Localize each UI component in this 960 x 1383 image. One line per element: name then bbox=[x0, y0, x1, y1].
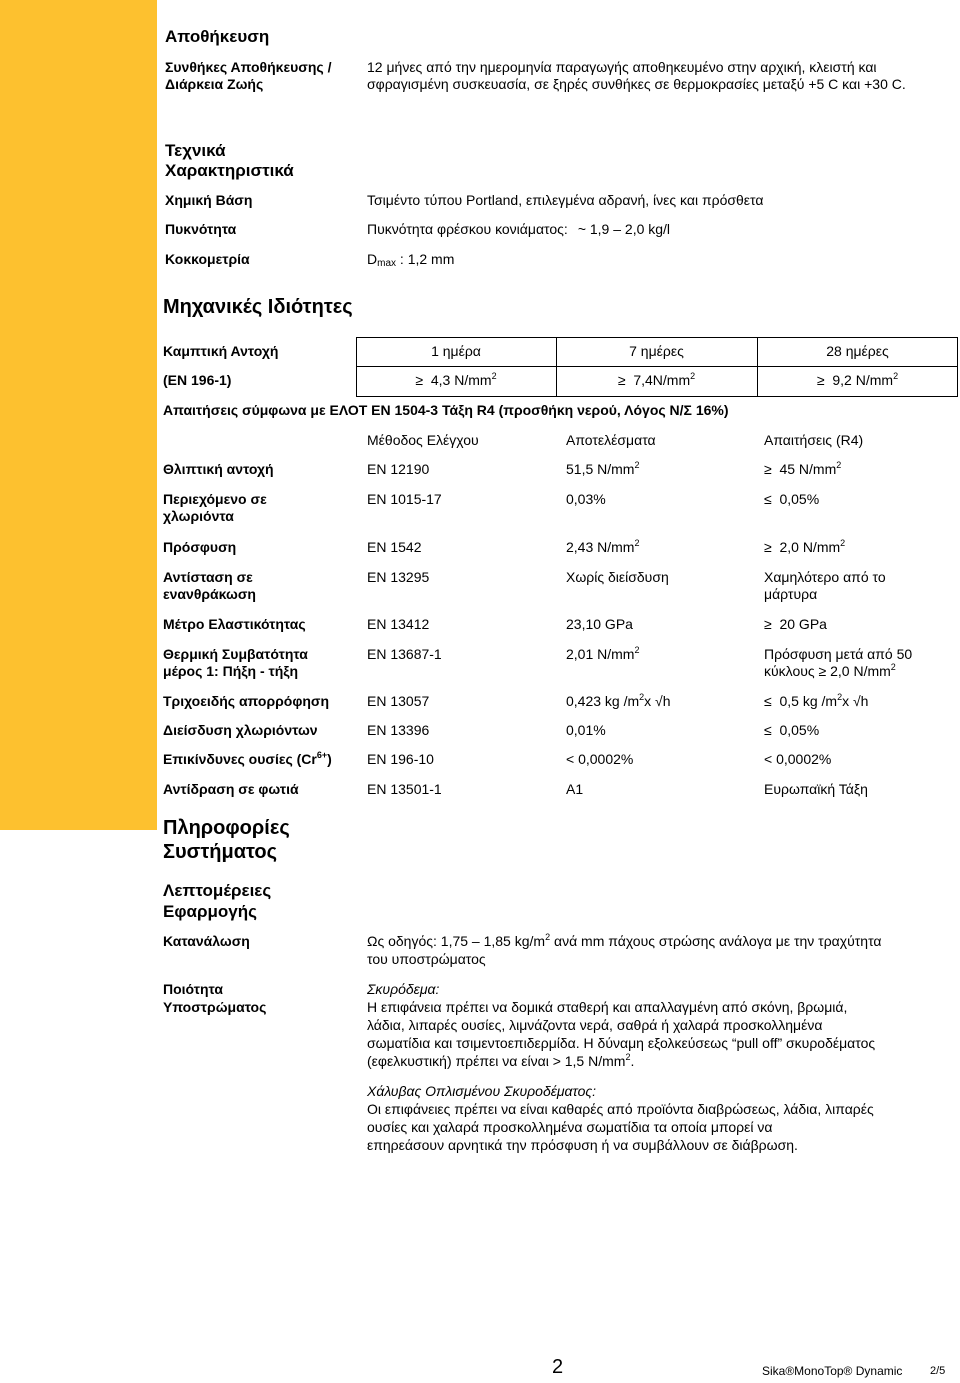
row-chloride-diffusion-method: EN 13396 bbox=[367, 722, 430, 738]
flex-day-28: 28 ημέρες bbox=[826, 343, 889, 359]
row-carbonation-result: Χωρίς διείσδυση bbox=[566, 569, 669, 585]
row-capillary-method: EN 13057 bbox=[367, 693, 430, 709]
row-fire-result: A1 bbox=[566, 781, 584, 797]
row-fire-method: EN 13501-1 bbox=[367, 781, 442, 797]
substrate-label-line2: Υποστρώματος bbox=[163, 999, 267, 1015]
flex-strength-label: Καμπτική Αντοχή bbox=[163, 343, 279, 359]
storage-heading: Αποθήκευση bbox=[165, 27, 270, 46]
row-adhesion-result: 2,43 $N/mm^2$ bbox=[566, 538, 640, 555]
row-chlorides-req: ≤ 0,05% bbox=[764, 491, 820, 507]
row-carbonation-label: Αντίσταση σε ενανθράκωση bbox=[163, 569, 256, 602]
concrete-line2: λάδια, λιπαρές ουσίες, λιμνάζοντα νερά, σαθρά ή χαλαρά προσκολλημένα bbox=[367, 1017, 823, 1033]
row-capillary-label: Τριχοειδής απορρόφηση bbox=[163, 693, 330, 709]
col-method-header: Μέθοδος Ελέγχου bbox=[367, 432, 479, 448]
steel-heading: Χάλυβας Οπλισμένου Σκυροδέματος: bbox=[367, 1083, 597, 1099]
row-modulus-label: Μέτρο Ελαστικότητας bbox=[163, 616, 306, 632]
technical-heading-line1: Τεχνικά bbox=[165, 141, 226, 160]
details-heading-line1: Λεπτομέρειες bbox=[163, 881, 272, 900]
steel-line3: επηρεάσουν αρνητικά την πρόσφυση ή να συμβάλλουν σε διάβρωση. bbox=[367, 1137, 798, 1153]
technical-heading-line2: Χαρακτηριστικά bbox=[165, 161, 294, 180]
row-compressive-req: ≥ 45 $N/mm^2$ bbox=[764, 460, 842, 477]
system-heading-line2: Συστήματος bbox=[163, 841, 277, 863]
row-capillary-req: ≤ 0,5 kg $/m^2x$ √h bbox=[764, 692, 869, 709]
row-chlorides-result: 0,03% bbox=[566, 491, 606, 507]
footer-product-name: Sika®MonoTop® Dynamic bbox=[762, 1364, 903, 1378]
flex-value-7: ≥ $7,4N/mm^2$ bbox=[617, 371, 696, 388]
row-fire-label: Αντίδραση σε φωτιά bbox=[163, 781, 299, 797]
row-modulus-req: ≥ 20 GPa bbox=[764, 616, 827, 632]
row-carbonation-method: EN 13295 bbox=[367, 569, 430, 585]
row-hazardous-method: EN 196-10 bbox=[367, 751, 434, 767]
row-hazardous-req: < 0,0002% bbox=[764, 751, 832, 767]
grading-label: Κοκκομετρία bbox=[165, 251, 250, 267]
requirements-heading: Απαιτήσεις σύμφωνα με ΕΛΟΤ EN 1504-3 Τάξη R4 (προσθήκη νερού, Λόγος Ν/Σ 16%) bbox=[163, 402, 729, 418]
row-compressive-label: Θλιπτική αντοχή bbox=[163, 461, 274, 477]
consumption-text-line1: Ως οδηγός: 1,75 – 1,85 $kg/m^2$ ανά mm πάχους στρώσης ανάλογα με την τραχύτητα bbox=[367, 932, 882, 949]
density-value: Πυκνότητα φρέσκου κονιάματος: ~ 1,9 – 2,0 kg/l bbox=[367, 221, 671, 237]
row-adhesion-method: EN 1542 bbox=[367, 539, 422, 555]
flex-strength-standard: (EN 196-1) bbox=[163, 372, 232, 388]
concrete-line4: (εφελκυστική) πρέπει να είναι > 1,5 $N/mm^2$. bbox=[367, 1052, 635, 1069]
flex-value-28: ≥ 9,2 $N/mm^2$ bbox=[816, 371, 899, 388]
system-heading-line1: Πληροφορίες bbox=[163, 817, 290, 839]
storage-conditions-text: 12 μήνες από την ημερομηνία παραγωγής αποθηκευμένο στην αρχική, κλειστή και σφραγισμένη συσκευασία, σε ξηρές συνθήκες σε θερμοκρασίες μεταξύ +5 C και +30 C. bbox=[367, 59, 906, 92]
row-fire-req: Ευρωπαϊκή Τάξη bbox=[764, 781, 868, 797]
row-capillary-result: 0,423 kg $/m^2x$ √h bbox=[566, 692, 671, 709]
consumption-label: Κατανάλωση bbox=[163, 933, 250, 949]
col-requirements-header: Απαιτήσεις (R4) bbox=[764, 432, 864, 448]
row-compressive-result: 51,5 $N/mm^2$ bbox=[566, 460, 640, 477]
row-modulus-method: EN 13412 bbox=[367, 616, 430, 632]
steel-line2: ουσίες και χαλαρά προσκολλημένα σωματίδια τα οποία μπορεί να bbox=[367, 1119, 773, 1135]
row-thermal-result: 2,01 $N/mm^2$ bbox=[566, 645, 640, 662]
storage-conditions-label: Συνθήκες Αποθήκευσης / Διάρκεια Ζωής bbox=[165, 59, 332, 92]
chem-base-label: Χημική Βάση bbox=[165, 192, 253, 208]
footer-page-number: 2 bbox=[552, 1356, 564, 1378]
flex-day-1: 1 ημέρα bbox=[431, 343, 481, 359]
row-chlorides-label: Περιεχόμενο σε χλωριόντα bbox=[163, 491, 267, 524]
flex-day-7: 7 ημέρες bbox=[629, 343, 684, 359]
chem-base-value: Τσιμέντο τύπου Portland, επιλεγμένα αδρανή, ίνες και πρόσθετα bbox=[367, 192, 764, 208]
consumption-text-line2: του υποστρώματος bbox=[367, 951, 486, 967]
row-thermal-req-line2: κύκλους ≥ 2,0 $N/mm^2$ bbox=[764, 662, 896, 679]
sidebar-color-band bbox=[0, 0, 157, 830]
footer-page-of: 2/5 bbox=[930, 1365, 946, 1377]
row-modulus-result: 23,10 GPa bbox=[566, 616, 633, 632]
row-chlorides-method: EN 1015-17 bbox=[367, 491, 442, 507]
row-hazardous-result: < 0,0002% bbox=[566, 751, 634, 767]
row-chloride-diffusion-result: 0,01% bbox=[566, 722, 606, 738]
concrete-line1: Η επιφάνεια πρέπει να δομικά σταθερή και απαλλαγμένη από σκόνη, βρωμιά, bbox=[367, 999, 848, 1015]
flex-value-1: ≥ 4,3 $N/mm^2$ bbox=[415, 371, 497, 388]
density-label: Πυκνότητα bbox=[165, 221, 237, 237]
row-chloride-diffusion-req: ≤ 0,05% bbox=[764, 722, 820, 738]
concrete-line3: σωματίδια και τσιμεντοεπιδερμίδα. Η δύναμη εξολκεύσεως “pull off” σκυροδέματος bbox=[367, 1035, 876, 1051]
row-adhesion-req: ≥ 2,0 $N/mm^2$ bbox=[764, 538, 846, 555]
row-thermal-req-line1: Πρόσφυση μετά από 50 bbox=[764, 646, 913, 662]
grading-value: $D_{max}$ : 1,2 mm bbox=[367, 251, 455, 269]
col-results-header: Αποτελέσματα bbox=[566, 432, 656, 448]
row-carbonation-req: Χαμηλότερο από το μάρτυρα bbox=[764, 569, 886, 602]
concrete-heading: Σκυρόδεμα: bbox=[367, 981, 440, 997]
row-compressive-method: EN 12190 bbox=[367, 461, 430, 477]
mechanical-heading: Μηχανικές Ιδιότητες bbox=[163, 296, 353, 318]
row-thermal-method: EN 13687-1 bbox=[367, 646, 442, 662]
details-heading-line2: Εφαρμογής bbox=[163, 902, 257, 921]
row-chloride-diffusion-label: Διείσδυση χλωριόντων bbox=[163, 722, 318, 738]
substrate-label-line1: Ποιότητα bbox=[163, 981, 223, 997]
row-thermal-label: Θερμική Συμβατότητα μέρος 1: Πήξη - τήξη bbox=[163, 646, 308, 679]
row-hazardous-label: Επικίνδυνες ουσίες $(Cr^{6+})$ bbox=[163, 750, 332, 767]
steel-line1: Οι επιφάνειες πρέπει να είναι καθαρές από προϊόντα διαβρώσεως, λάδια, λιπαρές bbox=[367, 1101, 874, 1117]
row-adhesion-label: Πρόσφυση bbox=[163, 539, 237, 555]
